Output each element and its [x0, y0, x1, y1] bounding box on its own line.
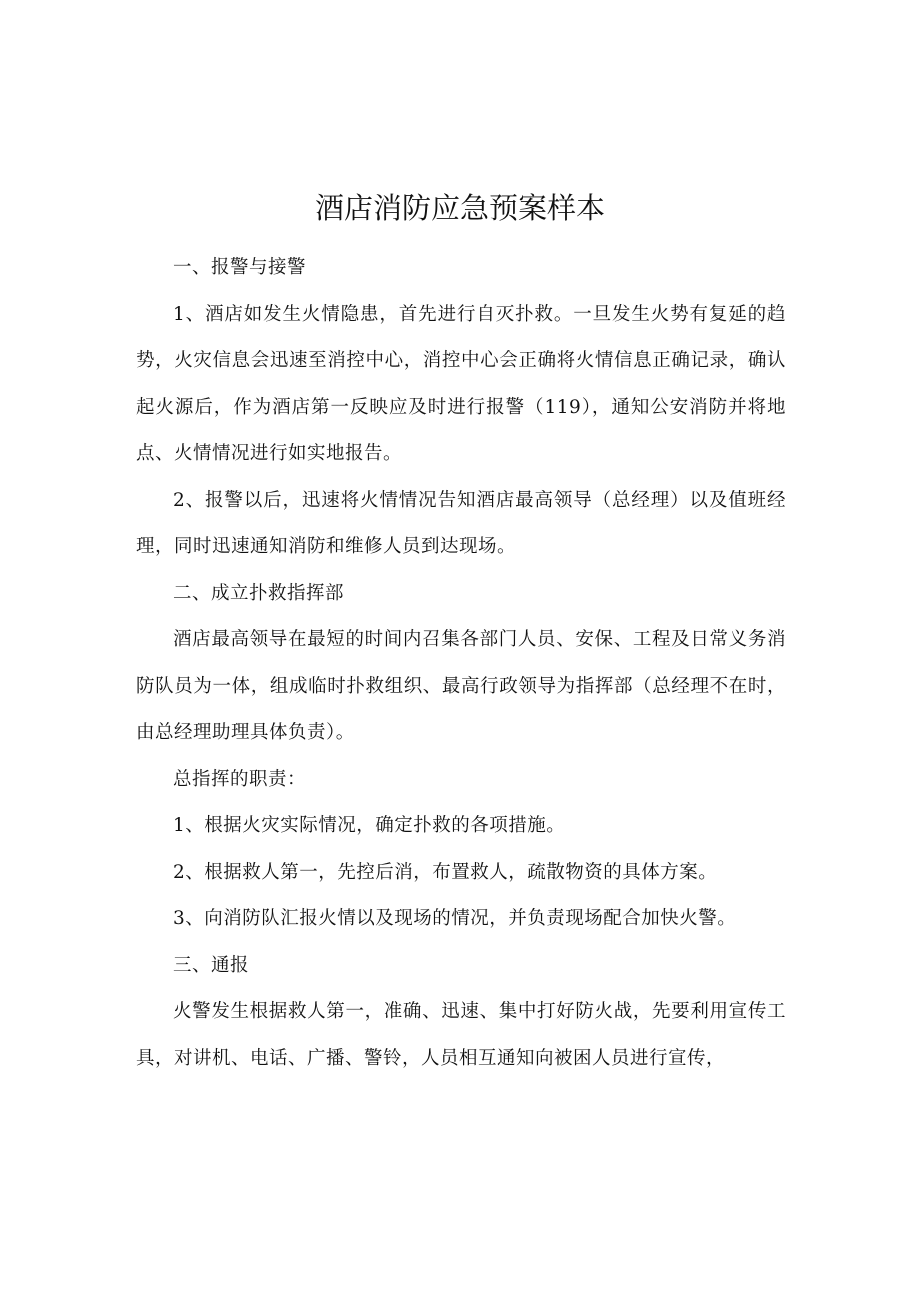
paragraph-alarm-1: 1、酒店如发生火情隐患，首先进行自灭扑救。一旦发生火势有复延的趋势，火灾信息会迅速至消控中心，消控中心会正确将火情信息正确记录，确认起火源后，作为酒店第一反映应及时进行报警（119），通知公安消防并将地点、火情情况进行如实地报告。	[136, 303, 786, 464]
paragraph-duties-heading: 总指挥的职责：	[173, 768, 307, 790]
paragraph-command: 酒店最高领导在最短的时间内召集各部门人员、安保、工程及日常义务消防队员为一体，组成临时扑救组织、最高行政领导为指挥部（总经理不在时，由总经理助理具体负责）。	[136, 629, 786, 743]
section-heading-notify: 三、通报	[173, 954, 250, 976]
paragraph-alarm-2: 2、报警以后，迅速将火情情况告知酒店最高领导（总经理）以及值班经理，同时迅速通知消防和维修人员到达现场。	[136, 489, 786, 557]
section-heading-command: 二、成立扑救指挥部	[173, 582, 345, 604]
paragraph-duty-3: 3、向消防队汇报火情以及现场的情况，并负责现场配合加快火警。	[173, 908, 737, 929]
document-title: 酒店消防应急预案样本	[314, 191, 605, 225]
paragraph-duty-1: 1、根据火灾实际情况，确定扑救的各项措施。	[173, 815, 566, 836]
section-heading-alarm: 一、报警与接警	[173, 257, 307, 278]
document-body	[136, 245, 786, 1082]
paragraph-notify: 火警发生根据救人第一，准确、迅速、集中打好防火战，先要利用宣传工具，对讲机、电话、广播、警铃，人员相互通知向被困人员进行宣传，	[136, 1001, 786, 1069]
paragraph-duty-2: 2、根据救人第一，先控后消，布置救人，疏散物资的具体方案。	[173, 861, 718, 883]
